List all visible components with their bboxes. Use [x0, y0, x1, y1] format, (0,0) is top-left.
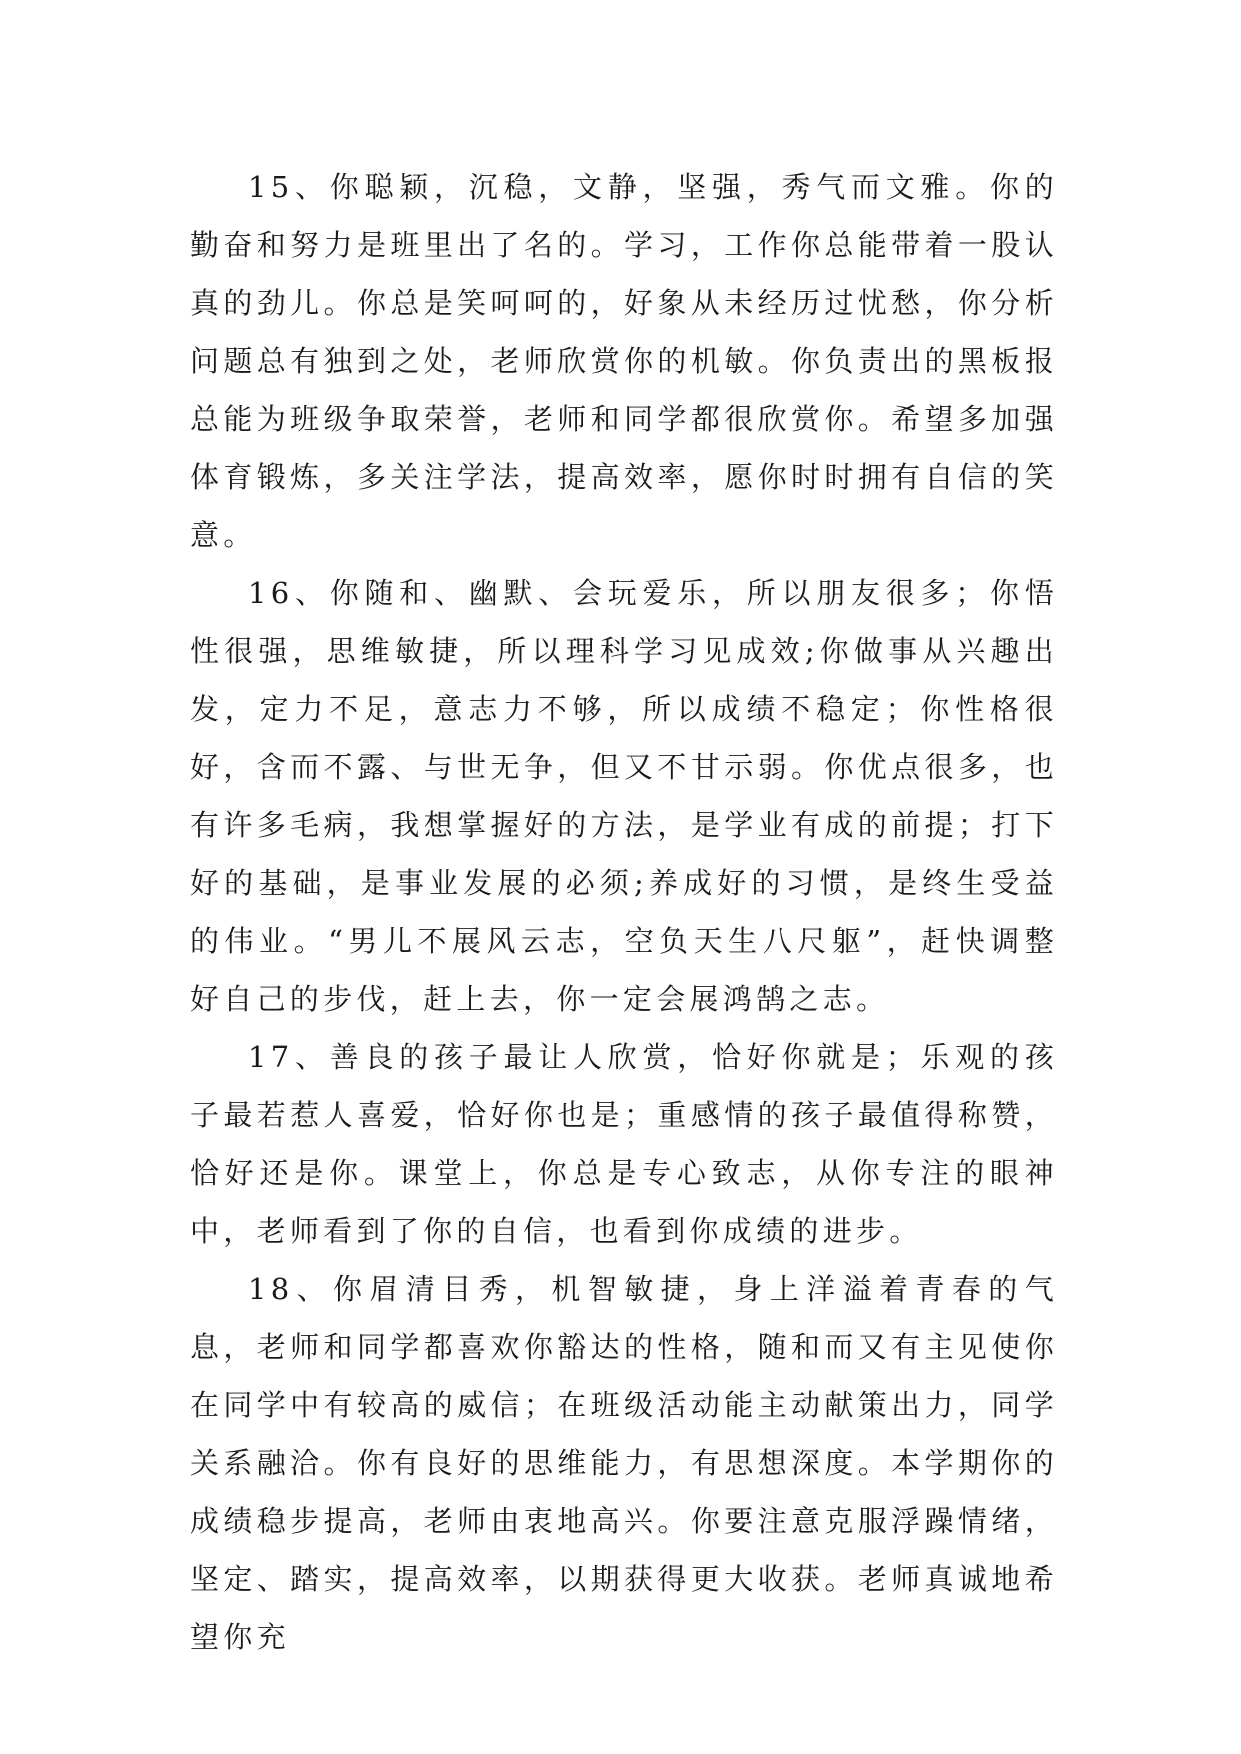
- paragraph-16: 16、你随和、幽默、会玩爱乐，所以朋友很多；你悟性很强，思维敏捷，所以理科学习见成效;你做事从兴趣出发，定力不足，意志力不够，所以成绩不稳定；你性格很好，含而不露、与世无争，但又不甘示弱。你优点很多，也有许多毛病，我想掌握好的方法，是学业有成的前提；打下好的基础，是事业发展的必须;养成好的习惯，是终生受益的伟业。“男儿不展风云志，空负天生八尺躯”，赶快调整好自己的步伐，赶上去，你一定会展鸿鹄之志。: [190, 576, 1058, 1016]
- paragraph-18: 18、你眉清目秀，机智敏捷，身上洋溢着青春的气息，老师和同学都喜欢你豁达的性格，随和而又有主见使你在同学中有较高的威信；在班级活动能主动献策出力，同学关系融洽。你有良好的思维能力，有思想深度。本学期你的成绩稳步提高，老师由衷地高兴。你要注意克服浮躁情绪，坚定、踏实，提高效率，以期获得更大收获。老师真诚地希望你充: [190, 1272, 1058, 1654]
- paragraph-17: 17、善良的孩子最让人欣赏，恰好你就是；乐观的孩子最若惹人喜爱，恰好你也是；重感情的孩子最值得称赞，恰好还是你。课堂上，你总是专心致志，从你专注的眼神中，老师看到了你的自信，也看到你成绩的进步。: [190, 1040, 1058, 1248]
- paragraph-15: 15、你聪颖，沉稳，文静，坚强，秀气而文雅。你的勤奋和努力是班里出了名的。学习，工作你总能带着一股认真的劲儿。你总是笑呵呵的，好象从未经历过忧愁，你分析问题总有独到之处，老师欣赏你的机敏。你负责出的黑板报总能为班级争取荣誉，老师和同学都很欣赏你。希望多加强体育锻炼，多关注学法，提高效率，愿你时时拥有自信的笑意。: [190, 170, 1058, 552]
- document-page: [190, 158, 1058, 1666]
